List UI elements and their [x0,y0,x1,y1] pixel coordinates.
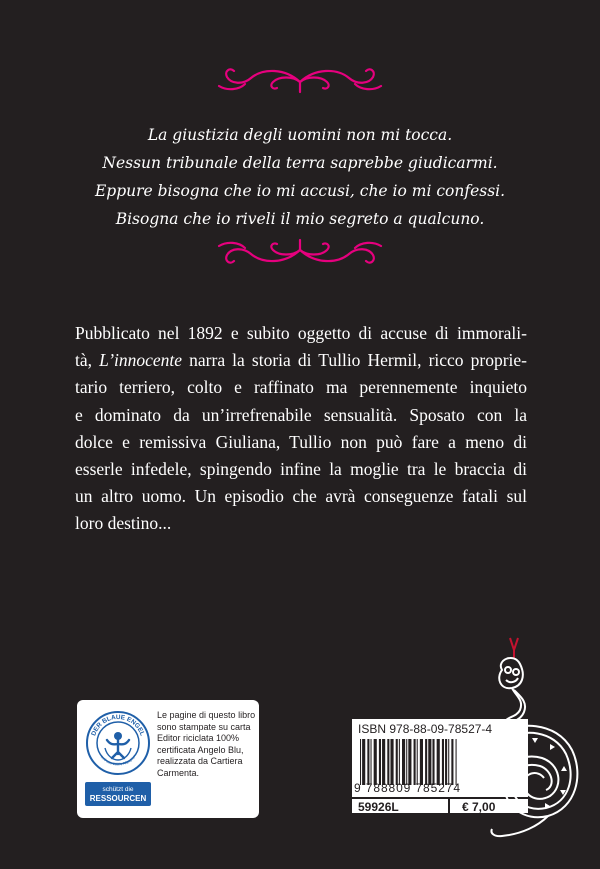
barcode-bar [406,739,407,785]
book-blurb [75,320,527,538]
blurb-line-1: Pubblicato nel 1892 e subito oggetto di accuse di immorali- [75,323,527,343]
eco-label [77,700,259,818]
seal-text-bottom: weil aus 100% Altpapier [99,754,137,767]
eco-text-line-3: Editor riciclata 100% [157,733,240,743]
barcode-bar [442,739,444,785]
blurb-line-6: esserle infedele, spingendo infine la moglie tra le braccia di [75,458,527,479]
badge-line-2: RESSOURCEN [89,794,147,803]
blurb-line-2-rest: narra la storia di Tullio Hermil, ricco proprie- [182,350,527,371]
quote-line-4: Bisogna che io riveli il mio segreto a qualcuno. [115,210,485,228]
barcode-bar [456,739,457,785]
barcode-bar [371,739,372,785]
barcode-bar [425,739,427,785]
barcode-bar [432,739,434,785]
barcode-bar [417,739,418,785]
quote-line-2: Nessun tribunale della terra saprebbe giudicarmi. [102,154,498,172]
barcode-bar [387,739,389,785]
barcode-bar [382,739,385,785]
barcode-bar [451,739,453,785]
quote-line-3: Eppure bisogna che io mi accusi, che io mi confessi. [94,182,506,200]
barcode-bar [420,739,423,785]
seal-text-top: DER BLAUE ENGEL [90,713,146,737]
barcode-bar [445,739,447,785]
barcode-bar [379,739,381,785]
isbn-number: ISBN 978-88-09-78527-4 [358,722,493,736]
barcode-bar [390,739,393,785]
eco-text-line-5: realizzata da Cartiera [157,756,243,766]
barcode-bar [428,739,431,785]
blurb-line-2 [75,347,527,374]
blurb-line-3: tario terriero, colto e raffinato ma perennemente inquieto [75,377,527,398]
barcode-bar [414,739,416,785]
barcode-bar [362,739,365,785]
barcode-bar [408,739,411,785]
blurb-line-2-prefix: tà, [75,350,100,371]
barcode-bar [360,739,361,785]
book-title: L’innocente [99,350,183,371]
barcode-bar [399,739,400,785]
flourish-ornament-bottom [215,238,385,268]
barcode-bar [437,739,440,785]
product-code: 59926L [358,800,399,814]
eco-text-line-1: Le pagine di questo libro [157,710,256,720]
price: € 7,00 [448,799,528,815]
barcode-bar [367,739,369,785]
flourish-ornament-top [215,64,385,94]
barcode-bar [402,739,405,785]
badge-line-1: schützt die [102,786,134,793]
epigraph-quote [0,121,600,233]
barcode-bar [374,739,377,785]
blurb-line-7: un altro uomo. Un episodio che avrà conseguenze fatali sul [75,486,527,507]
barcode-bar [396,739,398,785]
barcode-bar [448,739,449,785]
blurb-line-8: loro destino... [75,513,172,534]
blurb-line-5: dolce e remissiva Giuliana, Tullio non può fare a meno di [75,431,527,452]
snake-illustration [486,630,586,845]
eco-text-line-4: certificata Angelo Blu, [157,744,244,755]
ressourcen-badge [85,782,151,806]
blurb-line-4: e dominato da un’irrefrenabile sensualità. Sposato con la [75,404,527,425]
eco-label-text [157,710,255,779]
blue-angel-seal-icon [85,710,151,776]
barcode-digits: 9 788809 785274 [354,781,461,795]
eco-text-line-6: Carmenta. [157,767,200,778]
eco-text-line-2: sono stampate su carta [157,721,251,732]
quote-line-1: La giustizia degli uomini non mi tocca. [147,126,453,144]
